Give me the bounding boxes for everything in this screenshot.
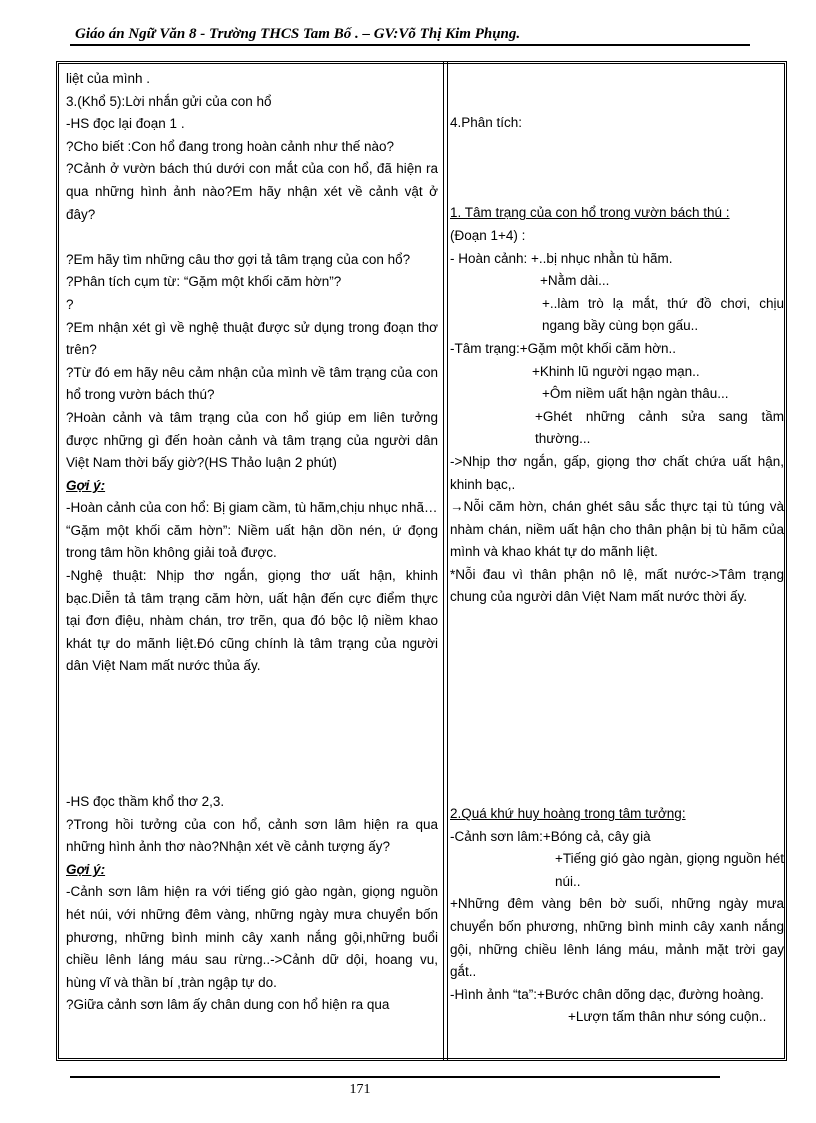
spacer (450, 180, 784, 203)
text-line: -HS đọc thầm khổ thơ 2,3. (66, 794, 225, 809)
spacer (450, 157, 784, 180)
text-line: “Gặm một khối căm hờn”: Niềm uất hận dồn nén, ứ đọng trong tâm hồn không giải toả được. (66, 522, 438, 561)
page-number: 171 (349, 1082, 371, 1097)
text-line: ?Em nhận xét gì về nghệ thuật được sử dụng trong đoạn thơ trên? (66, 319, 438, 358)
text-line: →Nỗi căm hờn, chán ghét sâu sắc thực tại tù túng và nhàm chán, niềm uất hận cho thân phận bị tù hãm của mình và khao khát tự do mãnh liệt. (450, 499, 784, 560)
text-line: *Nỗi đau vì thân phận nô lệ, mất nước->Tâm trạng chung của người dân Việt Nam mất nước thời ấy. (450, 566, 784, 605)
spacer (450, 135, 784, 158)
spacer (66, 723, 438, 746)
text-line: +Ôm niềm uất hận ngàn thâu... (542, 386, 729, 402)
text-line: ?Trong hồi tưởng của con hổ, cảnh sơn lâm hiện ra qua những hình ảnh thơ nào?Nhận xét về cảnh tượng ấy? (66, 816, 438, 855)
text-line: -Tâm trạng:+Gặm một khối căm hờn.. (450, 340, 677, 356)
section-heading: 4.Phân tích: (450, 115, 523, 130)
text-line: +Những đêm vàng bên bờ suối, những ngày mưa chuyển bốn phương, những bình minh cây xanh nắng gội, những chiều lênh láng máu, mảnh mặt trời gay gắt.. (450, 896, 784, 980)
subsection-heading: 1. Tâm trạng của con hổ trong vườn bách thú : (450, 205, 730, 221)
header-rule (70, 44, 750, 46)
hint-heading: Gợi ý: (66, 477, 106, 493)
text-line: ? (66, 296, 74, 312)
text-line: +Khinh lũ người ngạo mạn.. (532, 363, 700, 379)
spacer (66, 701, 438, 724)
column-divider (443, 61, 448, 1061)
text-line: (Đoạn 1+4) : (450, 227, 526, 243)
text-line: ?Giữa cảnh sơn lâm ấy chân dung con hổ hiện ra qua (66, 997, 390, 1013)
text-line: +Tiếng gió gào ngàn, giọng nguồn hét núi.. (555, 851, 784, 889)
hint-heading: Gợi ý: (66, 861, 106, 877)
text-line: +Nằm dài... (540, 273, 610, 289)
spacer (66, 746, 438, 769)
text-line: -Hoàn cảnh của con hổ: Bị giam cầm, tù hãm,chịu nhục nhã… (66, 500, 438, 516)
text-line: ?Em hãy tìm những câu thơ gợi tả tâm trạng của con hổ? (66, 251, 411, 267)
right-column-top (450, 112, 784, 609)
text-line: ?Cho biết :Con hổ đang trong hoàn cảnh như thế nào? (66, 138, 395, 154)
text-line: +Ghét những cảnh sửa sang tầm thường... (535, 408, 784, 447)
text-line: -Hình ảnh “ta”:+Bước chân dõng dạc, đường hoàng. (450, 986, 764, 1002)
text-line: +Lượn tấm thân như sóng cuộn.. (568, 1009, 767, 1025)
page-header: Giáo án Ngữ Văn 8 - Trường THCS Tam Bố . – GV:Võ Thị Kim Phụng. (75, 26, 521, 42)
text-line: 3.(Khổ 5):Lời nhắn gửi của con hổ (66, 93, 272, 109)
text-line: -Cảnh sơn lâm hiện ra với tiếng gió gào ngàn, giọng nguồn hét núi, với những đêm vàng, những ngày mưa chuyển bốn phương, những bình minh cây xanh nắng gội,những buổi chiều lênh láng máu sau rừng..->Cảnh dữ dội, hoang vu, hùng vĩ và thần bí ,tràn ngập tự do. (66, 884, 438, 990)
text-line: liệt của mình . (66, 71, 151, 86)
text-line: ?Cảnh ở vườn bách thú dưới con mắt của con hổ, đã hiện ra qua những hình ảnh nào?Em hãy nhận xét về cảnh vật ở đây? (66, 161, 438, 222)
footer-rule (70, 1076, 720, 1078)
text-line: ?Từ đó em hãy nêu cảm nhận của mình về tâm trạng của con hổ trong vườn bách thú? (66, 364, 438, 403)
spacer (66, 678, 438, 701)
text-line: ?Hoàn cảnh và tâm trạng của con hổ giúp em liên tưởng được những gì đến hoàn cảnh và tâm trạng của người dân Việt Nam thời bấy giờ?(HS Thảo luận 2 phút) (66, 409, 438, 471)
spacer (66, 226, 438, 249)
text-line: ->Nhịp thơ ngắn, gấp, giọng thơ chất chứa uất hận, khinh bạc,. (450, 453, 784, 492)
text-line: +..làm trò lạ mắt, thứ đồ chơi, chịu ngang bầy cùng bọn gấu.. (542, 295, 784, 334)
text-line: -HS đọc lại đoạn 1 . (66, 116, 185, 132)
text-line: ?Phân tích cụm từ: “Gặm một khối căm hờn”? (66, 274, 342, 290)
spacer (66, 768, 438, 791)
text-line: -Nghệ thuật: Nhịp thơ ngắn, giọng thơ uất hận, khinh bạc.Diễn tả tâm trạng căm hờn, uất hận đến cực điểm thực tại đơn điệu, nhàm chán, trơ trẽn, qua đó bộc lộ niềm khao khát tự do mãnh liệt.Đó cũng chính là tâm trạng của người dân Việt Nam mất nước thủa ấy. (66, 568, 438, 674)
text-line: -Cảnh sơn lâm:+Bóng cả, cây già (450, 828, 651, 844)
subsection-heading: 2.Quá khứ huy hoàng trong tâm tưởng: (450, 806, 686, 821)
text-line: - Hoàn cảnh: +..bị nhục nhằn tù hãm. (450, 250, 673, 266)
left-column (66, 68, 438, 1017)
right-column-bottom (450, 803, 784, 1029)
